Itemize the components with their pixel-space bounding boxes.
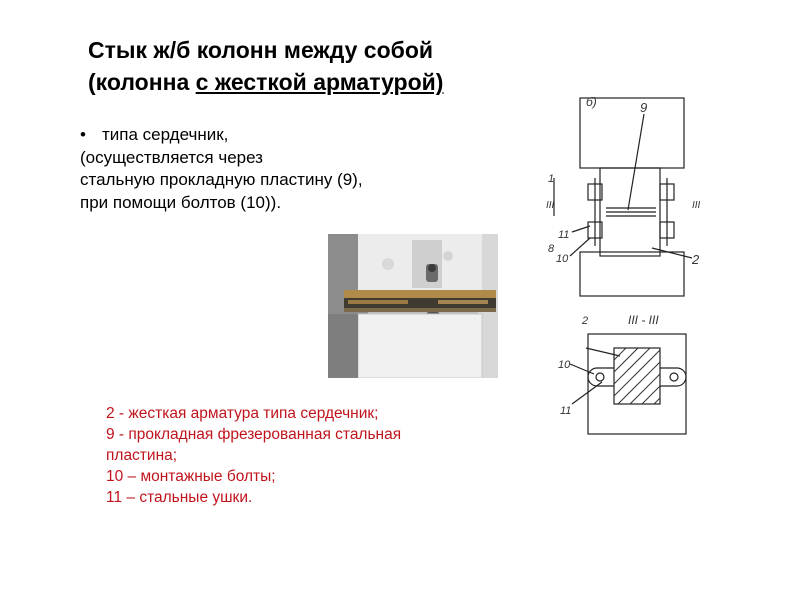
bullet-marker: • (80, 125, 86, 144)
view-b-label: б) (586, 95, 597, 109)
callout-10-top: 10 (556, 253, 569, 265)
callout-1: 1 (548, 173, 555, 185)
legend-line-4: 10 – монтажные болты; (106, 468, 276, 485)
legend-text (106, 403, 488, 508)
title-line-1: Стык ж/б колонн между собой (88, 37, 434, 63)
bullet-line-1 (80, 124, 480, 147)
bullet-text (80, 124, 480, 214)
section-mark-left: III (546, 200, 555, 211)
joint-photo (328, 234, 498, 378)
callout-2-section: 2 (582, 315, 589, 327)
bullet-line-3: стальную прокладную пластину (9), (80, 170, 363, 189)
callout-2-top: 2 (692, 252, 700, 267)
bullet-line-4: при помощи болтов (10)). (80, 192, 282, 212)
elevation-view (554, 98, 700, 296)
bullet-line-text: типа сердечник, (102, 125, 229, 144)
callout-9: 9 (640, 100, 648, 115)
callout-11-section: 11 (560, 405, 572, 417)
legend-line-2: 9 - прокладная фрезерованная стальная (106, 426, 402, 443)
legend-line-5: 11 – стальные ушки. (106, 489, 253, 506)
callout-11-top: 11 (558, 229, 570, 241)
section-mark-right: III (692, 200, 700, 211)
title-line-2-prefix: (колонна (88, 69, 196, 95)
bullet-line-2: (осуществляется через (80, 147, 263, 167)
legend-line-1: 2 - жесткая арматура типа сердечник; (106, 405, 379, 422)
legend-line-3: пластина; (106, 447, 178, 464)
title-line-2 (88, 66, 548, 98)
callout-10-section: 10 (558, 359, 571, 371)
title-line-2-underlined: с жесткой арматурой) (195, 69, 444, 95)
slide-title (88, 34, 548, 98)
section-label: III - III (628, 313, 659, 327)
callout-8: 8 (548, 243, 555, 255)
joint-drawing (532, 92, 700, 438)
section-view (570, 334, 686, 434)
